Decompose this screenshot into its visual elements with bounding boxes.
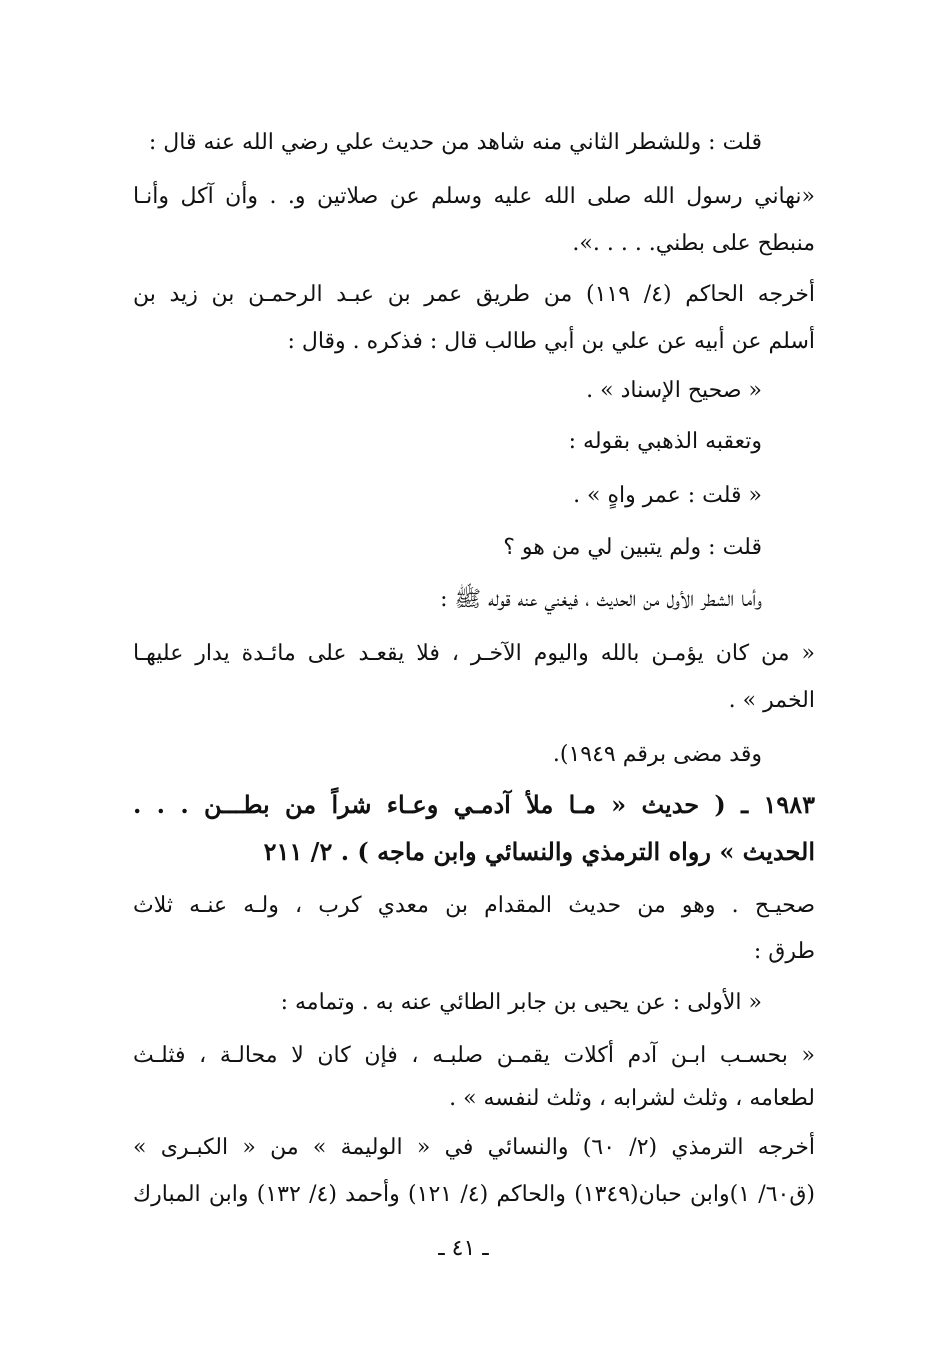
text-line-8: « قلت : عمر واهٍ » .: [573, 483, 762, 508]
text-line-1: قلت : وللشطر الثاني منه شاهد من حديث علي رضي الله عنه قال :: [148, 130, 762, 155]
text-line-20: لطعامه ، وثلث لشرابه ، وثلث لنفسه » .: [449, 1086, 815, 1111]
text-line-9: قلت : ولم يتبين لي من هو ؟: [503, 535, 762, 560]
text-line-10: وأما الشطر الأول من الحديث ، فيغني عنه قوله ﷺ :: [440, 587, 762, 612]
text-line-16: صحيـح . وهو من حديث المقدام بن معدي كرب ، ولـه عنـه ثلاث: [133, 893, 815, 918]
text-line-22: (ق٦٠/ ١)وابن حبان(١٣٤٩) والحاكم (٤/ ١٢١) وأحمد (٤/ ١٣٢) وابن المبارك: [133, 1182, 815, 1207]
text-line-17: طرق :: [753, 939, 815, 964]
text-line-12: الخمر » .: [728, 688, 815, 713]
text-line-18: « الأولى : عن يحيى بن جابر الطائي عنه به . وتمامه :: [280, 990, 762, 1015]
text-line-21: أخرجه الترمذي (٢/ ٦٠) والنسائي في « الوليمة » من « الكبـرى »: [133, 1135, 816, 1160]
text-line-7: وتعقبه الذهبي بقوله :: [568, 429, 762, 454]
text-line-11: « من كان يؤمـن بالله واليوم الآخـر ، فلا يقعـد على مائـدة يدار عليهـا: [133, 641, 815, 666]
text-line-3: منبطح على بطني. . . . .».: [572, 231, 815, 256]
text-line-5: أسلم عن أبيه عن علي بن أبي طالب قال : فذكره . وقال :: [287, 329, 815, 354]
hadith-heading-line-1: ١٩٨٣ ـ ( حديث « مـا ملأ آدمـي وعـاء شراً من بطـــن . . .: [133, 790, 815, 819]
text-line-4: أخرجه الحاكم (٤/ ١١٩) من طريق عمر بن عبـد الرحمـن بن زيد بن: [133, 282, 815, 307]
page-number: ـ ٤١ ـ: [438, 1236, 489, 1261]
text-line-6: « صحيح الإسناد » .: [586, 378, 762, 403]
hadith-heading-line-2: الحديث » رواه الترمذي والنسائي وابن ماجه ) . ٢/ ٢١١: [263, 837, 815, 866]
text-line-2: «نهاني رسول الله صلى الله عليه وسلم عن صلاتين و. . وأن آكل وأنـا: [133, 184, 815, 209]
text-line-13: وقد مضى برقم ١٩٤٩).: [552, 742, 762, 767]
text-line-19: « بحسـب ابـن آدم أكلات يقمـن صلبـه ، فإن كان لا محالـة ، فثلـث: [133, 1043, 815, 1068]
